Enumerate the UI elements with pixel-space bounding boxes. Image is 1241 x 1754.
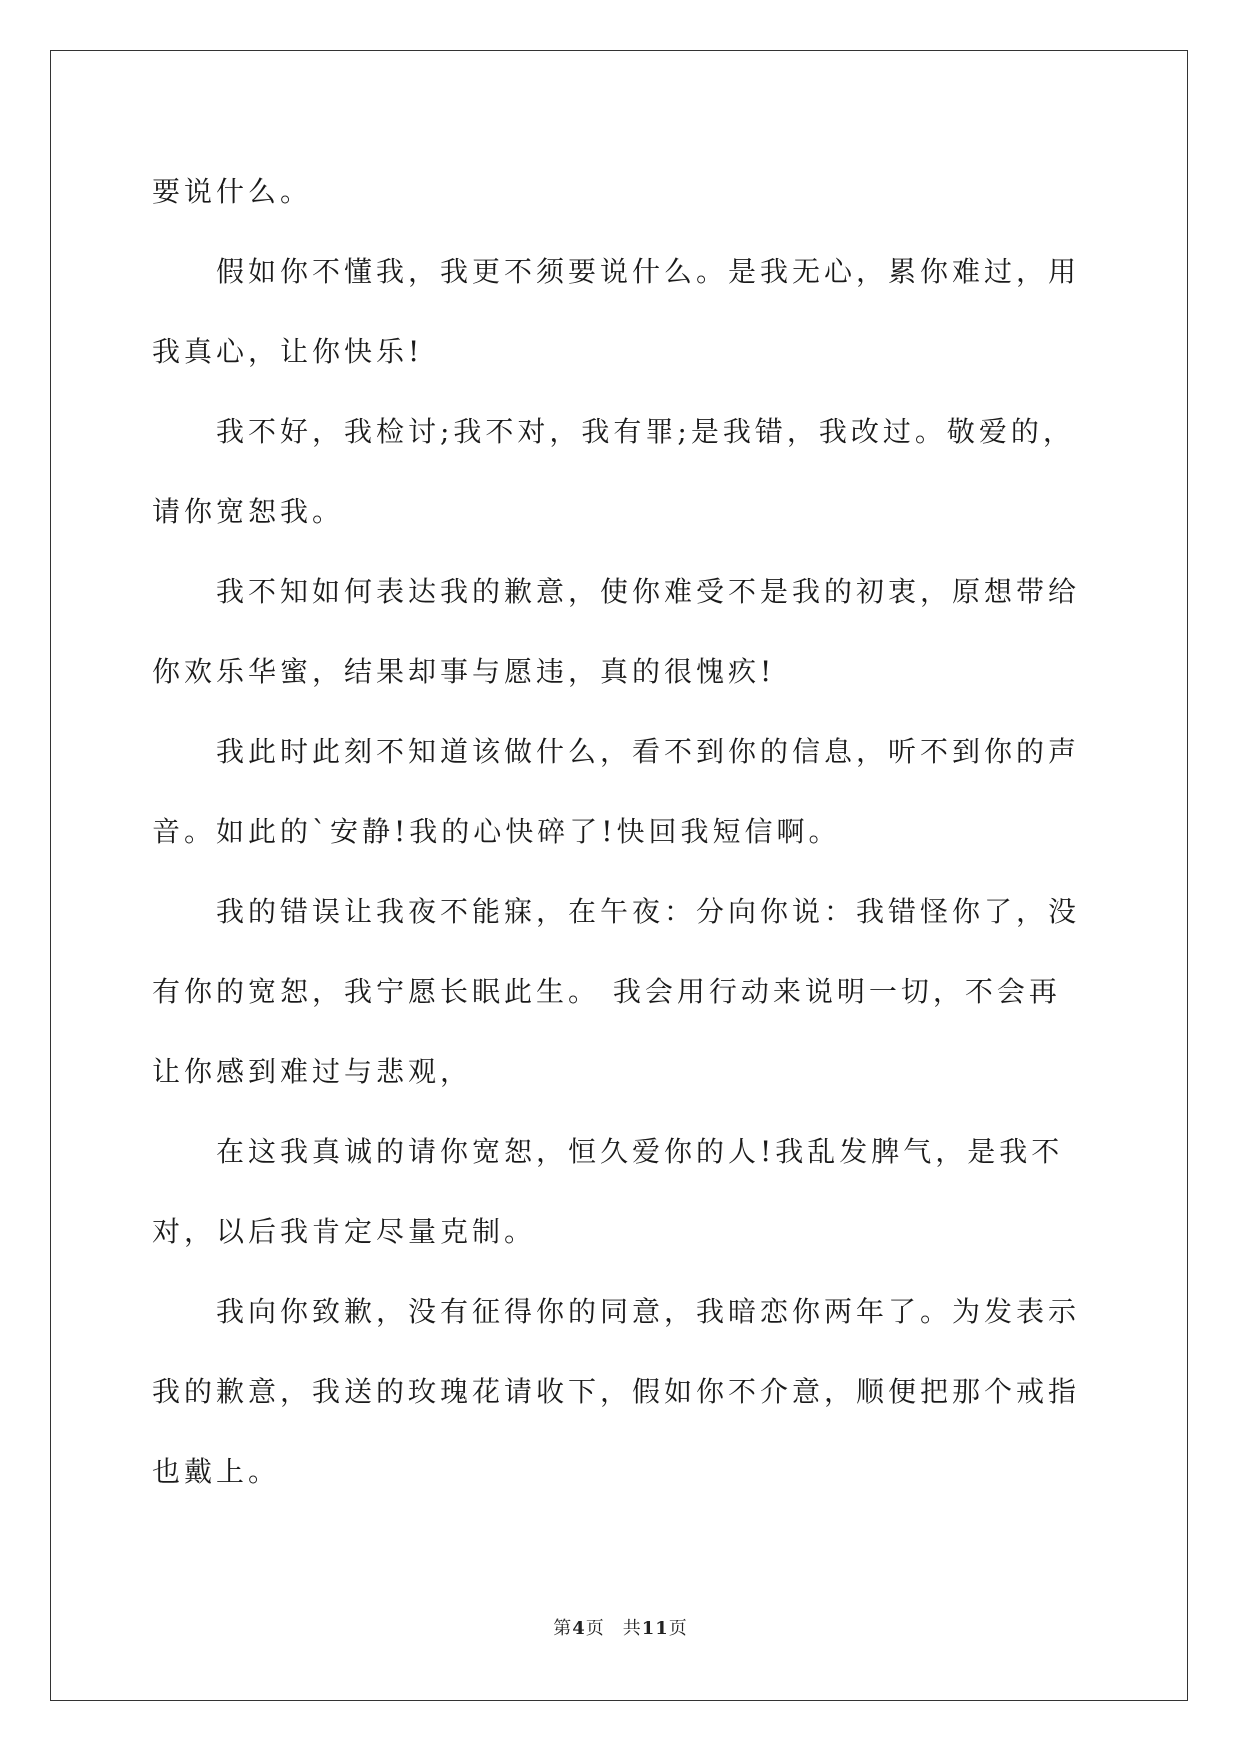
page-suffix: 页: [585, 1618, 605, 1639]
paragraph: 在这我真诚的请你宽恕，恒久爱你的人!我乱发脾气，是我不对，以后我肯定尽量克制。: [152, 1135, 1064, 1248]
paragraph: 我不好，我检讨;我不对，我有罪;是我错，我改过。敬爱的，请你宽恕我。: [152, 415, 1075, 528]
paragraph: 我此时此刻不知道该做什么，看不到你的信息，听不到你的声音。如此的`安静!我的心快碎了!快回我短信啊。: [152, 735, 1081, 848]
page-prefix: 第: [553, 1618, 573, 1639]
total-prefix: 共: [622, 1618, 642, 1639]
paragraph: 要说什么。: [152, 175, 313, 208]
paragraph: 我向你致歉，没有征得你的同意，我暗恋你两年了。为发表示我的歉意，我送的玫瑰花请收下，假如你不介意，顺便把那个戒指也戴上。: [152, 1295, 1081, 1488]
page-footer: [0, 1614, 1241, 1640]
paragraph: 我不知如何表达我的歉意，使你难受不是我的初衷，原想带给你欢乐华蜜，结果却事与愿违，真的很愧疚!: [152, 575, 1081, 688]
paragraph: 我的错误让我夜不能寐，在午夜：分向你说：我错怪你了，没有你的宽恕，我宁愿长眠此生。 我会用行动来说明一切，不会再让你感到难过与悲观，: [152, 895, 1081, 1088]
page-number: 4: [572, 1618, 586, 1639]
document-body: [152, 152, 1092, 1512]
total-pages: 11: [641, 1618, 669, 1639]
total-suffix: 页: [668, 1618, 688, 1639]
paragraph: 假如你不懂我，我更不须要说什么。是我无心，累你难过，用我真心，让你快乐!: [152, 255, 1081, 368]
